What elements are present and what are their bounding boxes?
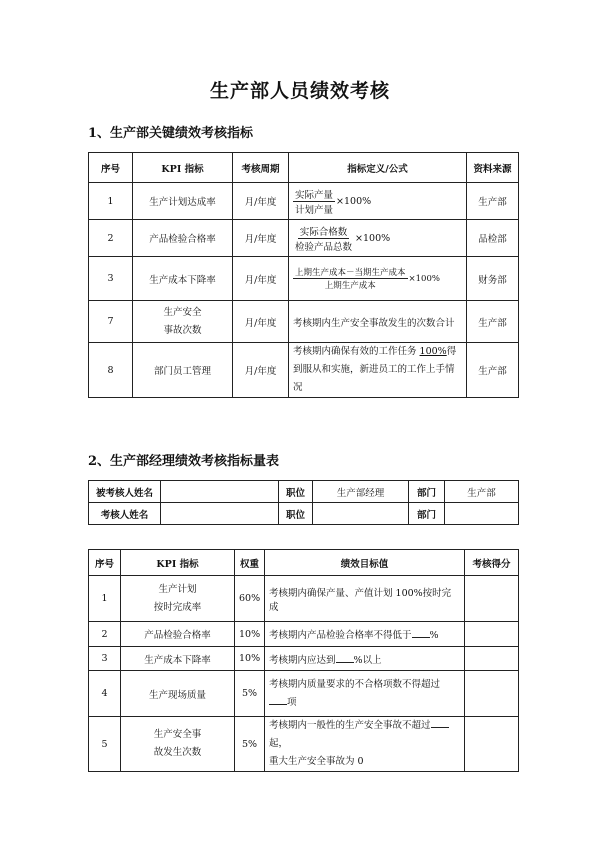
info-row: [89, 503, 519, 525]
kpi-table: [88, 152, 519, 398]
table-row: [89, 576, 519, 622]
row-kpi: 产品检验合格率: [133, 220, 233, 257]
target-text: 考核期内产品检验合格率不得低于: [269, 630, 412, 641]
target-text: 考核期内一般性的生产安全事故不超过: [269, 720, 431, 731]
col-header-period: 考核周期: [233, 153, 289, 183]
row-kpi: [121, 717, 235, 772]
multiplier: ×100%: [355, 232, 391, 244]
examiner-name-field[interactable]: [161, 503, 279, 525]
row-kpi: 生产成本下降率: [133, 257, 233, 301]
examiner-label: 考核人姓名: [89, 503, 161, 525]
row-formula: [289, 220, 467, 257]
kpi-line: 故发生次数: [153, 747, 202, 758]
denominator: 检验产品总数: [295, 241, 353, 253]
row-source: 品检部: [467, 220, 519, 257]
kpi-line: 事故次数: [163, 324, 202, 336]
row-target: [265, 671, 465, 717]
table-row: [89, 183, 519, 220]
row-period: 月/年度: [233, 343, 289, 398]
col-header-score: 考核得分: [465, 550, 519, 576]
row-weight: 60%: [235, 576, 265, 622]
row-period: 月/年度: [233, 220, 289, 257]
table-row: [89, 301, 519, 343]
table-row: [89, 622, 519, 647]
row-formula: [289, 257, 467, 301]
row-formula: [289, 183, 467, 220]
fill-blank[interactable]: [431, 727, 449, 728]
target-text: 项: [287, 696, 297, 708]
score-field[interactable]: [465, 622, 519, 647]
table-header-row: [89, 153, 519, 183]
score-field[interactable]: [465, 647, 519, 671]
target-text: 重大生产安全事故为 0: [269, 756, 364, 767]
page-title: 生产部人员绩效考核: [209, 80, 390, 102]
definition-text: 得到服从和实施，新进员工的工作上手情况: [293, 346, 457, 393]
position-value: 生产部经理: [313, 481, 409, 503]
score-field[interactable]: [465, 717, 519, 772]
multiplier: ×100%: [336, 195, 372, 207]
row-kpi: 生产计划达成率: [133, 183, 233, 220]
row-no: 8: [89, 343, 133, 398]
row-kpi: 生产成本下降率: [121, 647, 235, 671]
dept-value: 生产部: [445, 481, 519, 503]
row-kpi: 产品检验合格率: [121, 622, 235, 647]
formula: [293, 224, 390, 253]
fill-blank[interactable]: [336, 662, 354, 663]
row-no: 2: [89, 622, 121, 647]
row-kpi: [133, 301, 233, 343]
kpi-line: 按时完成率: [153, 601, 202, 613]
col-header-no: 序号: [89, 153, 133, 183]
row-source: 生产部: [467, 301, 519, 343]
row-no: 2: [89, 220, 133, 257]
table-row: [89, 717, 519, 772]
row-target: [265, 622, 465, 647]
col-header-kpi: KPI 指标: [121, 550, 235, 576]
row-period: 月/年度: [233, 257, 289, 301]
target-text: 考核期内质量要求的不合格项数不得超过: [269, 678, 441, 690]
row-kpi: 部门员工管理: [133, 343, 233, 398]
table-row: [89, 671, 519, 717]
row-weight: 5%: [235, 717, 265, 772]
denominator: 计划产量: [295, 204, 334, 216]
score-field[interactable]: [465, 671, 519, 717]
position-label: 职位: [279, 503, 313, 525]
formula: [293, 266, 440, 291]
kpi-line: 生产安全: [163, 306, 202, 318]
col-header-kpi: KPI 指标: [133, 153, 233, 183]
row-no: 3: [89, 647, 121, 671]
row-weight: 10%: [235, 622, 265, 647]
numerator: 上期生产成本－当期生产成本: [295, 268, 406, 278]
row-weight: 10%: [235, 647, 265, 671]
row-no: 7: [89, 301, 133, 343]
col-header-source: 资料来源: [467, 153, 519, 183]
row-no: 5: [89, 717, 121, 772]
row-target: [265, 647, 465, 671]
row-no: 3: [89, 257, 133, 301]
table-row: [89, 257, 519, 301]
row-source: 生产部: [467, 343, 519, 398]
definition-text: 考核期内确保有效的工作任务: [293, 346, 420, 357]
examiner-dept-field[interactable]: [445, 503, 519, 525]
row-target: 考核期内确保产量、产值计划 100%按时完成: [265, 576, 465, 622]
definition-percent: 100%: [419, 346, 447, 357]
kpi-line: 生产安全事: [153, 729, 202, 740]
score-field[interactable]: [465, 576, 519, 622]
target-text: %: [429, 630, 439, 641]
examinee-info-table: [88, 480, 519, 525]
table-row: [89, 343, 519, 398]
row-source: 财务部: [467, 257, 519, 301]
info-row: [89, 481, 519, 503]
table-row: [89, 220, 519, 257]
numerator: 实际合格数: [298, 224, 350, 239]
dept-label: 部门: [409, 481, 445, 503]
formula: [293, 187, 371, 216]
row-weight: 5%: [235, 671, 265, 717]
col-header-weight: 权重: [235, 550, 265, 576]
row-period: 月/年度: [233, 183, 289, 220]
col-header-no: 序号: [89, 550, 121, 576]
fill-blank[interactable]: [412, 637, 430, 638]
row-target: [265, 717, 465, 772]
kpi-line: 生产计划: [158, 583, 197, 595]
col-header-target: 绩效目标值: [265, 550, 465, 576]
row-kpi: [121, 576, 235, 622]
manager-kpi-table: [88, 549, 519, 772]
row-source: 生产部: [467, 183, 519, 220]
examinee-name-field[interactable]: [161, 481, 279, 503]
numerator: 实际产量: [293, 187, 335, 202]
target-text: 起，: [269, 738, 289, 749]
row-kpi: 生产现场质量: [121, 671, 235, 717]
multiplier: ×100%: [408, 273, 440, 284]
position-label: 职位: [279, 481, 313, 503]
section2-heading: 2、生产部经理绩效考核指标量表: [88, 454, 280, 469]
denominator: 上期生产成本: [324, 281, 376, 291]
target-text: 考核期内应达到: [269, 654, 336, 666]
row-period: 月/年度: [233, 301, 289, 343]
row-no: 4: [89, 671, 121, 717]
target-text: %以上: [353, 654, 382, 666]
col-header-definition: 指标定义/公式: [289, 153, 467, 183]
fill-blank[interactable]: [269, 704, 287, 705]
examiner-position-field[interactable]: [313, 503, 409, 525]
dept-label: 部门: [409, 503, 445, 525]
examinee-label: 被考核人姓名: [89, 481, 161, 503]
section1-heading: 1、生产部关键绩效考核指标: [88, 126, 254, 141]
row-no: 1: [89, 576, 121, 622]
row-no: 1: [89, 183, 133, 220]
table-header-row: [89, 550, 519, 576]
row-definition: 考核期内生产安全事故发生的次数合计: [289, 301, 467, 343]
row-definition: [289, 343, 467, 398]
table-row: [89, 647, 519, 671]
